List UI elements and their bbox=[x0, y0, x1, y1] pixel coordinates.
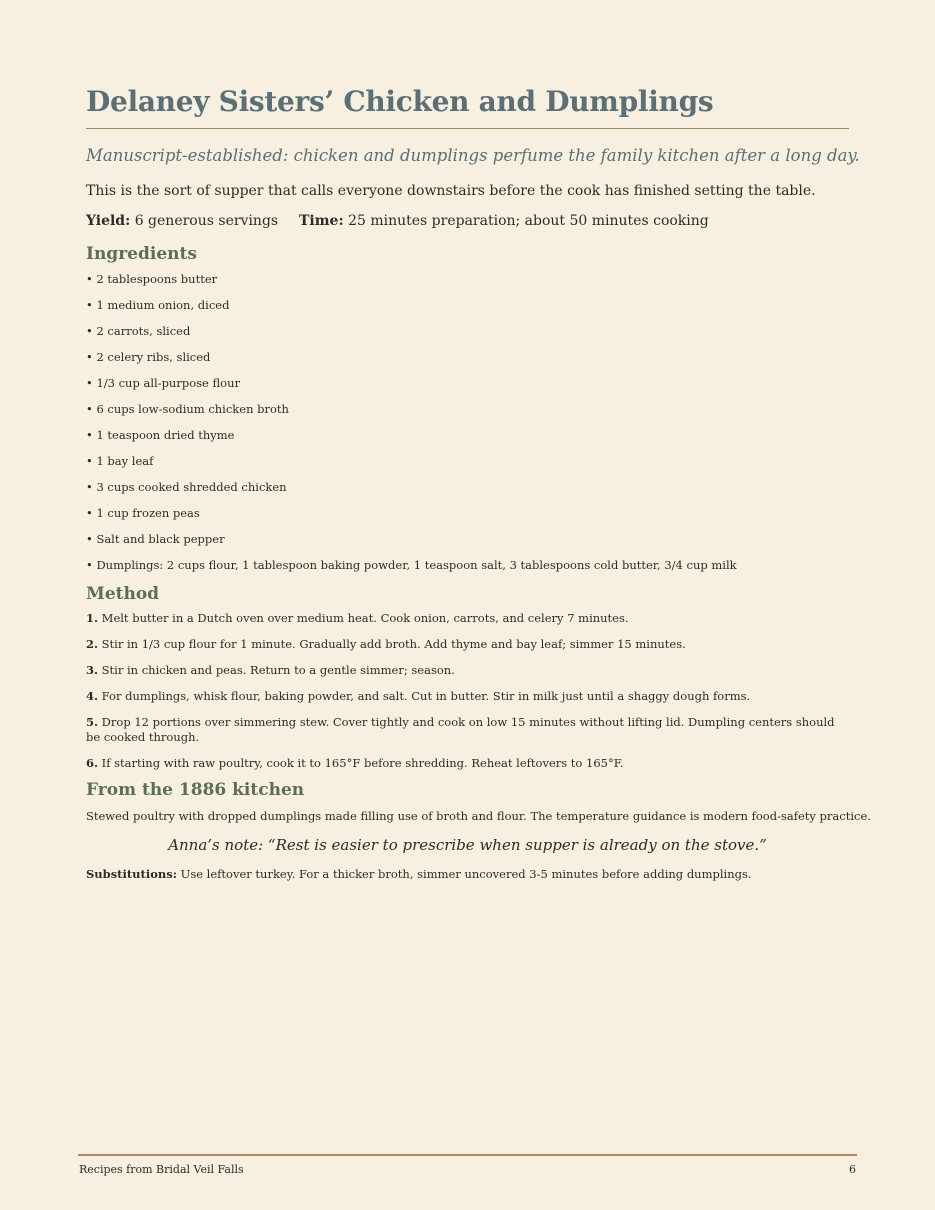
step-number: 4. bbox=[86, 689, 99, 703]
footer-rule bbox=[78, 1154, 857, 1156]
ingredient-item: • 1/3 cup all-purpose flour bbox=[86, 376, 240, 390]
method-heading: Method bbox=[86, 584, 160, 604]
history-text: Stewed poultry with dropped dumplings made filling use of broth and flour. The temperature guidance is modern food-safety practice. bbox=[86, 809, 871, 823]
time-value: 25 minutes preparation; about 50 minutes cooking bbox=[348, 213, 709, 229]
recipe-intro: This is the sort of supper that calls everyone downstairs before the cook has finished setting the table. bbox=[86, 183, 816, 199]
time-label: Time: bbox=[299, 213, 344, 229]
method-step bbox=[86, 611, 849, 626]
method-step bbox=[86, 689, 849, 704]
step-number: 1. bbox=[86, 611, 99, 625]
ingredient-item: • 6 cups low-sodium chicken broth bbox=[86, 402, 289, 416]
recipe-meta bbox=[86, 211, 849, 231]
recipe-page bbox=[86, 84, 871, 882]
footer-page-number: 6 bbox=[849, 1163, 856, 1176]
method-list bbox=[86, 611, 849, 771]
footer-book-title: Recipes from Bridal Veil Falls bbox=[79, 1163, 244, 1176]
ingredient-item: • 2 carrots, sliced bbox=[86, 324, 191, 338]
step-text: If starting with raw poultry, cook it to 165°F before shredding. Reheat leftovers to 165°F. bbox=[101, 756, 624, 770]
method-step bbox=[86, 715, 849, 745]
method-step bbox=[86, 637, 849, 652]
ingredient-item: • 1 bay leaf bbox=[86, 454, 154, 468]
method-step bbox=[86, 756, 849, 771]
ingredients-list bbox=[86, 271, 849, 575]
step-number: 6. bbox=[86, 756, 99, 770]
ingredient-item: • Dumplings: 2 cups flour, 1 tablespoon baking powder, 1 teaspoon salt, 3 tablespoons cold butter, 3/4 cup milk bbox=[86, 558, 737, 572]
substitutions-label: Substitutions: bbox=[86, 867, 177, 881]
step-number: 5. bbox=[86, 715, 99, 729]
recipe-tagline: Manuscript-established: chicken and dumplings perfume the family kitchen after a long day. bbox=[86, 146, 860, 165]
ingredient-item: • 2 celery ribs, sliced bbox=[86, 350, 211, 364]
step-text: Stir in chicken and peas. Return to a gentle simmer; season. bbox=[101, 663, 455, 677]
substitutions bbox=[86, 866, 849, 882]
step-text: Drop 12 portions over simmering stew. Cover tightly and cook on low 15 minutes without lifting lid. Dumpling centers should be cooked through. bbox=[86, 715, 835, 744]
step-number: 3. bbox=[86, 663, 99, 677]
ingredient-item: • 3 cups cooked shredded chicken bbox=[86, 480, 287, 494]
substitutions-text: Use leftover turkey. For a thicker broth, simmer uncovered 3-5 minutes before adding dumplings. bbox=[180, 867, 752, 881]
method-step bbox=[86, 663, 849, 678]
ingredients-heading: Ingredients bbox=[86, 244, 197, 264]
history-heading: From the 1886 kitchen bbox=[86, 780, 305, 800]
ingredient-item: • 1 cup frozen peas bbox=[86, 506, 200, 520]
yield-label: Yield: bbox=[86, 213, 131, 229]
annas-note: Anna’s note: “Rest is easier to prescribe when supper is already on the stove.” bbox=[168, 836, 767, 854]
title-rule bbox=[86, 128, 849, 129]
ingredient-item: • 2 tablespoons butter bbox=[86, 272, 218, 286]
step-number: 2. bbox=[86, 637, 99, 651]
ingredient-item: • 1 medium onion, diced bbox=[86, 298, 230, 312]
ingredient-item: • Salt and black pepper bbox=[86, 532, 225, 546]
ingredient-item: • 1 teaspoon dried thyme bbox=[86, 428, 235, 442]
step-text: Stir in 1/3 cup flour for 1 minute. Gradually add broth. Add thyme and bay leaf; simmer 15 minutes. bbox=[101, 637, 686, 651]
step-text: For dumplings, whisk flour, baking powder, and salt. Cut in butter. Stir in milk just until a shaggy dough forms. bbox=[101, 689, 751, 703]
yield-value: 6 generous servings bbox=[134, 213, 279, 229]
recipe-title: Delaney Sisters’ Chicken and Dumplings bbox=[86, 85, 714, 118]
step-text: Melt butter in a Dutch oven over medium heat. Cook onion, carrots, and celery 7 minutes. bbox=[101, 611, 629, 625]
